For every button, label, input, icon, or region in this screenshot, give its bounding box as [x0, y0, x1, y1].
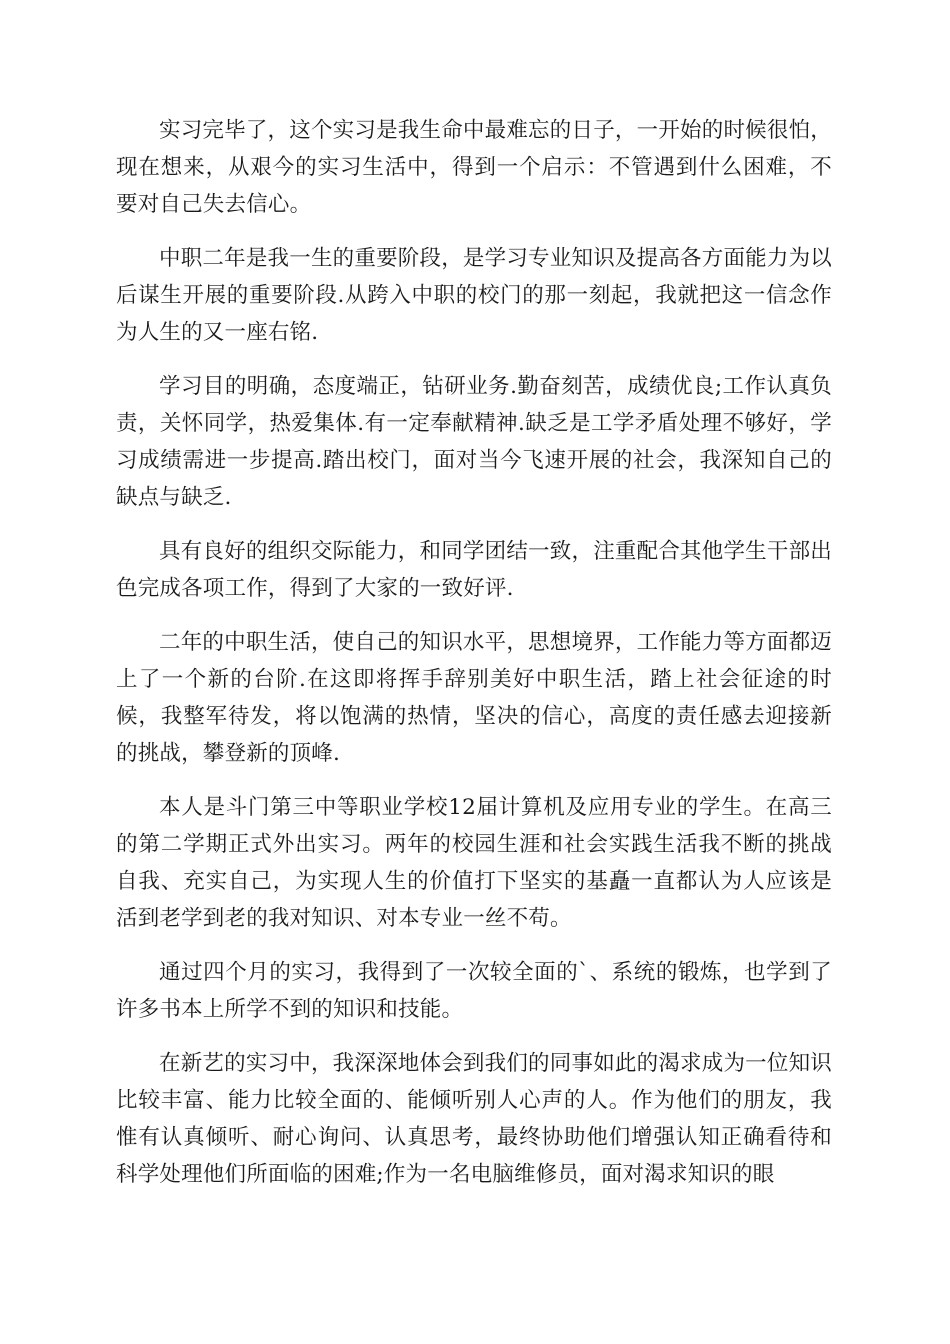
paragraph-3: 学习目的明确，态度端正，钻研业务.勤奋刻苦，成绩优良;工作认真负责，关怀同学，热爱集体.有一定奉献精神.缺乏是工学矛盾处理不够好，学习成绩需进一步提高.踏出校门，面对当今飞速开展的社会，我深知自己的缺点与缺乏. — [116, 374, 832, 510]
paragraph-4: 具有良好的组织交际能力，和同学团结一致，注重配合其他学生干部出色完成各项工作，得到了大家的一致好评. — [116, 539, 832, 601]
paragraph-5: 二年的中职生活，使自己的知识水平，思想境界，工作能力等方面都迈上了一个新的台阶.在这即将挥手辞别美好中职生活，踏上社会征途的时候，我整军待发，将以饱满的热情，坚决的信心，高度的责任感去迎接新的挑战，攀登新的顶峰. — [116, 630, 832, 766]
paragraph-7: 通过四个月的实习，我得到了一次较全面的`、系统的锻炼，也学到了许多书本上所学不到的知识和技能。 — [116, 960, 832, 1022]
paragraph-2: 中职二年是我一生的重要阶段，是学习专业知识及提高各方面能力为以后谋生开展的重要阶段.从跨入中职的校门的那一刻起，我就把这一信念作为人生的又一座右铭. — [116, 246, 832, 345]
document-page — [116, 112, 832, 1210]
paragraph-1: 实习完毕了，这个实习是我生命中最难忘的日子，一开始的时候很怕，现在想来，从艰今的实习生活中，得到一个启示：不管遇到什么困难，不要对自己失去信心。 — [116, 118, 832, 217]
paragraph-6: 本人是斗门第三中等职业学校12届计算机及应用专业的学生。在高三的第二学期正式外出实习。两年的校园生涯和社会实践生活我不断的挑战自我、充实自己，为实现人生的价值打下坚实的基矗一直都认为人应该是活到老学到老的我对知识、对本专业一丝不苟。 — [116, 795, 832, 931]
paragraph-8: 在新艺的实习中，我深深地体会到我们的同事如此的渴求成为一位知识比较丰富、能力比较全面的、能倾听别人心声的人。作为他们的朋友，我惟有认真倾听、耐心询问、认真思考，最终协助他们增强认知正确看待和科学处理他们所面临的困难;作为一名电脑维修员，面对渴求知识的眼 — [116, 1051, 832, 1187]
